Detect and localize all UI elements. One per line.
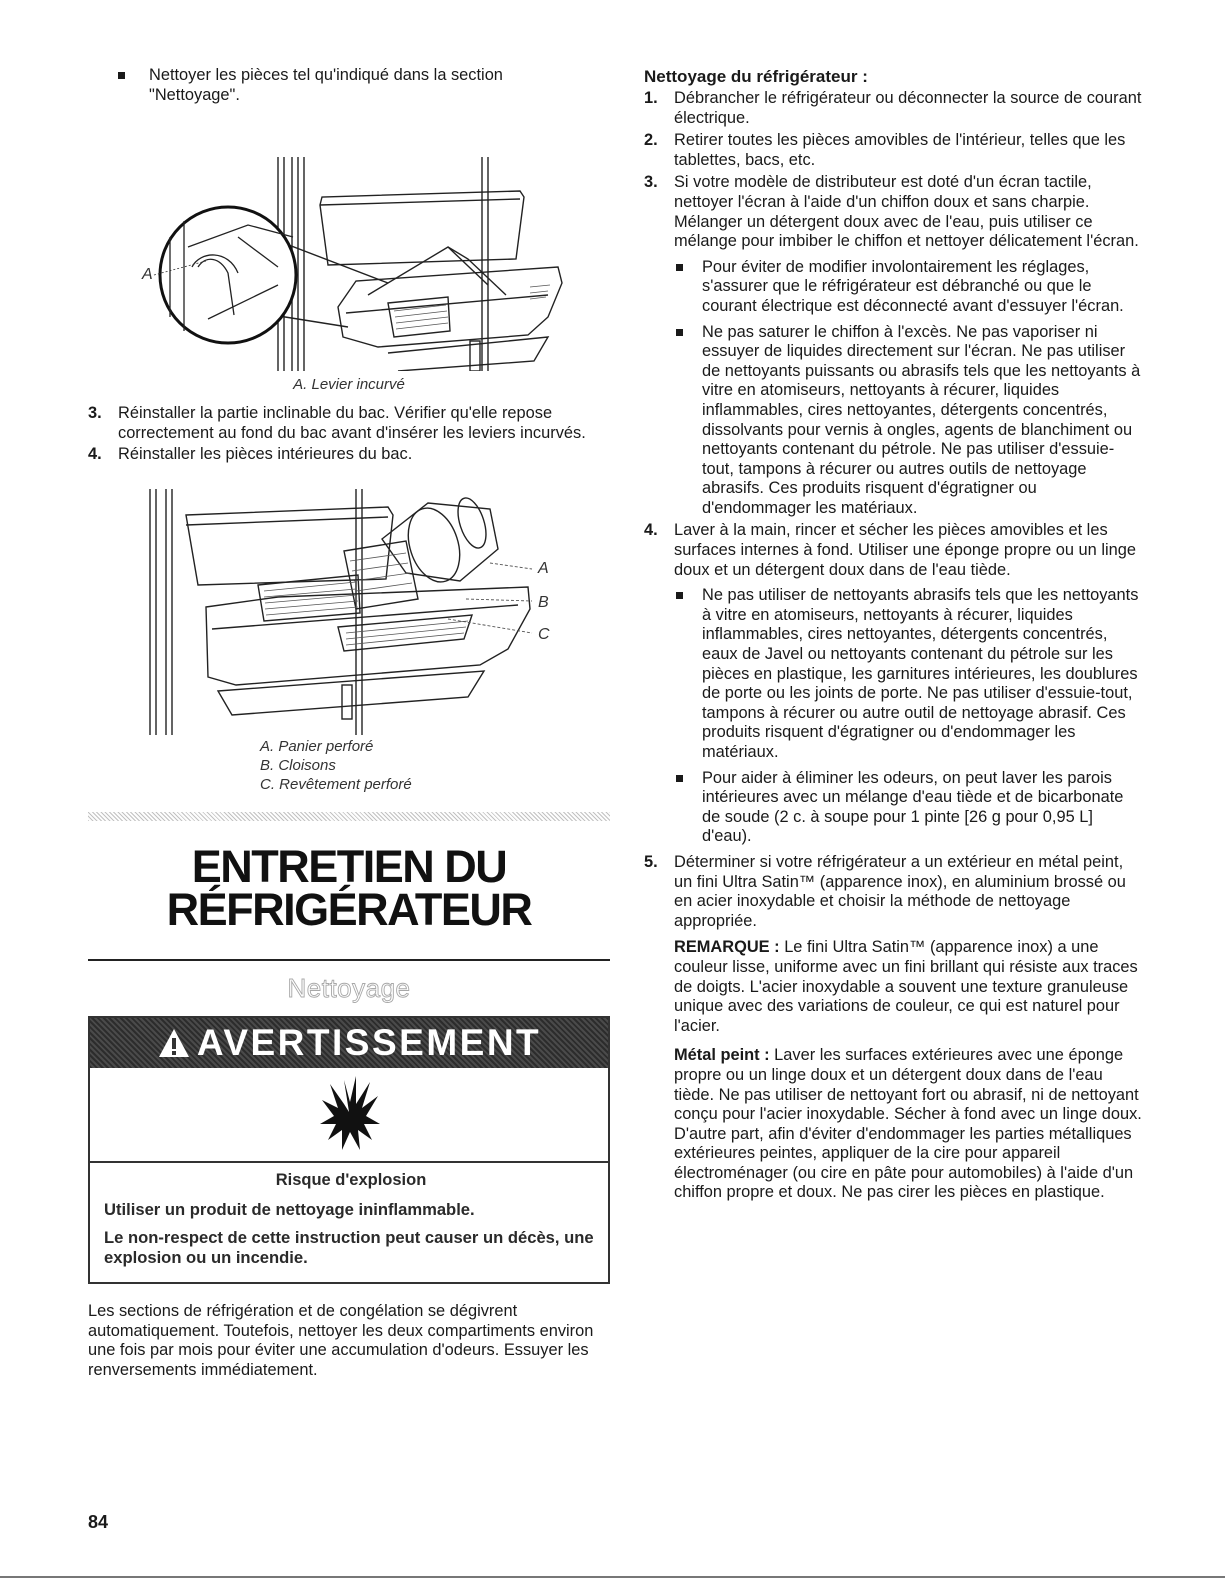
section-title [88,840,610,935]
left-column [88,66,610,1380]
bullet-square-icon [118,72,125,79]
warning-header-text: AVERTISSEMENT [196,1021,542,1063]
fig2-captions [260,737,610,794]
section-divider-hatched [88,812,610,821]
right-step-3-bullet-1: Pour éviter de modifier involontairement les réglages, s'assurer que le réfrigérateur est débranché ou que le courant électrique est déconnecté avant d'essuyer l'écran. [676,258,1144,317]
painted-metal-text: Laver les surfaces extérieures avec une éponge propre ou un linge doux et un détergent doux dans de l'eau tiède. Ne pas utiliser de nettoyant fort ou abrasif, ni de nettoyant conçu pour l'acier inoxydable. Sécher à fond avec un linge doux. D'autre part, afin d'éviter d'endommager les parties métalliques extérieures peintes, appliquer de la cire pour appareil électroménager (ou cire en pâte pour automobiles) à l'aide d'un chiffon propre et doux. Ne pas cirer les pièces en plastique. [674,1046,1142,1202]
right-step-2: 2. Retirer toutes les pièces amovibles de l'intérieur, telles que les tablettes, bacs, etc. [644,131,1126,169]
right-step-5: 5. Déterminer si votre réfrigérateur a un extérieur en métal peint, un fini Ultra Satin™ (apparence inox), en aluminium brossé ou en acier inoxydable et choisir la méthode de nettoyage appropriée. [644,852,1126,930]
warning-body [90,1163,608,1282]
warning-line-1: Utiliser un produit de nettoyage ininflammable. [104,1199,475,1219]
intro-bullet [118,66,610,105]
fig2-label-a: A [538,559,549,577]
left-steps [88,404,610,465]
right-column [644,66,1144,1203]
right-step-4: 4. Laver à la main, rincer et sécher les pièces amovibles et les surfaces internes à fond. Utiliser une éponge propre ou un linge doux et un détergent doux dans de l'eau tiède. [644,521,1136,579]
left-step-3: 3. Réinstaller la partie inclinable du bac. Vérifier qu'elle repose correctement au fond du bac avant d'insérer les leviers incurvés. [88,404,586,442]
right-step-1: 1. Débrancher le réfrigérateur ou déconnecter la source de courant électrique. [644,89,1142,127]
warning-box [88,1016,610,1284]
warning-triangle-icon [157,1027,191,1059]
bin-lever-illustration [88,117,610,371]
fig2-caption-a: A. Panier perforé [260,737,374,755]
right-step-4-bullet-2: Pour aider à éliminer les odeurs, on peut laver les parois intérieures avec un mélange d'eau tiède et de bicarbonate de soude (2 c. à soupe pour 1 pinte [26 g pour 0,95 L] d'eau). [676,769,1144,847]
painted-metal-label: Métal peint : [674,1046,770,1065]
right-step-4-bullet-1: Ne pas utiliser de nettoyants abrasifs tels que les nettoyants à vitre en atomiseurs, nettoyants à récurer, liquides inflammables, cires nettoyantes, détergents concentrés, eaux de Javel ou nettoyants contenant du pétrole sur les pièces en plastique, les garnitures intérieures, les doublures de porte ou les joints de porte. Ne pas utiliser d'essuie-tout, tampons à récurer ou autre outil de nettoyage abrasif. Ces produits risquent d'égratigner ou d'endommager les matériaux. [676,586,1144,762]
right-steps [644,89,1144,1203]
warning-title: Risque d'explosion [275,1170,427,1189]
section-divider [88,959,610,961]
right-heading: Nettoyage du réfrigérateur : [644,67,868,86]
warning-line-2: Le non-respect de cette instruction peut causer un décès, une explosion ou un incendie. [104,1227,594,1267]
painted-metal-paragraph [674,1046,1144,1203]
bullet-square-icon [676,592,683,599]
note-label: REMARQUE : [674,938,780,957]
right-step-3: 3. Si votre modèle de distributeur est doté d'un écran tactile, nettoyer l'écran à l'aide d'un chiffon doux et sans charpie. Mélanger un détergent doux avec de l'eau, puis utiliser ce mélange pour imbiber le chiffon et nettoyer délicatement l'écran. [644,173,1139,251]
note-paragraph [674,938,1144,1036]
fig1-label-a: A [142,266,153,284]
fig2-caption-c: C. Revêtement perforé [260,775,412,793]
section-title-line2: RÉFRIGÉRATEUR [166,883,532,935]
figure-curved-lever [88,117,610,371]
page-number: 84 [88,1512,109,1532]
subtitle-nettoyage: Nettoyage [287,972,411,1003]
right-step-3-bullet-2: Ne pas saturer le chiffon à l'excès. Ne pas vaporiser ni essuyer de liquides directement sur l'écran. Ne pas utiliser de nettoyants puissants ou abrasifs tels que les nettoyants à vitre en atomiseurs, nettoyants à récurer, liquides inflammables, cires nettoyantes, détergents concentrés, dissolvants pour vernis à ongles, agents de blanchiment ou nettoyants contenant du pétrole. Ne pas utiliser d'essuie-tout, tampons à récurer ou autres outils de nettoyage abrasifs. Ces produits risquent d'égratigner ou d'endommager les matériaux. [676,323,1144,519]
note-text: Le fini Ultra Satin™ (apparence inox) a une couleur lisse, uniforme avec un fini brillant qui résiste aux traces de doigts. L'acier inoxydable a souvent une texture granuleuse unique avec des variations de couleur, ce qui est naturel pour l'acier. [674,938,1138,1035]
intro-bullet-text: Nettoyer les pièces tel qu'indiqué dans la section "Nettoyage". [149,66,503,104]
bullet-square-icon [676,775,683,782]
fig2-caption-b: B. Cloisons [260,756,336,774]
bullet-square-icon [676,264,683,271]
fig1-caption: A. Levier incurvé [293,376,405,394]
page-bottom-line [0,1576,1225,1578]
warning-icon-area [90,1068,608,1163]
fig2-label-c: C [538,625,550,643]
explosion-icon [314,1074,384,1154]
section-title-line1: ENTRETIEN DU [191,840,507,892]
bullet-square-icon [676,329,683,336]
fig2-label-b: B [538,593,549,611]
figure-bin-parts [88,479,610,735]
bin-parts-illustration [88,479,610,735]
left-step-4: 4. Réinstaller les pièces intérieures du bac. [88,445,413,464]
warning-header [90,1018,608,1068]
closing-paragraph: Les sections de réfrigération et de congélation se dégivrent automatiquement. Toutefois, nettoyer les deux compartiments environ une fois par mois pour éviter une accumulation d'odeurs. Essuyer les renversements immédiatement. [88,1301,594,1379]
